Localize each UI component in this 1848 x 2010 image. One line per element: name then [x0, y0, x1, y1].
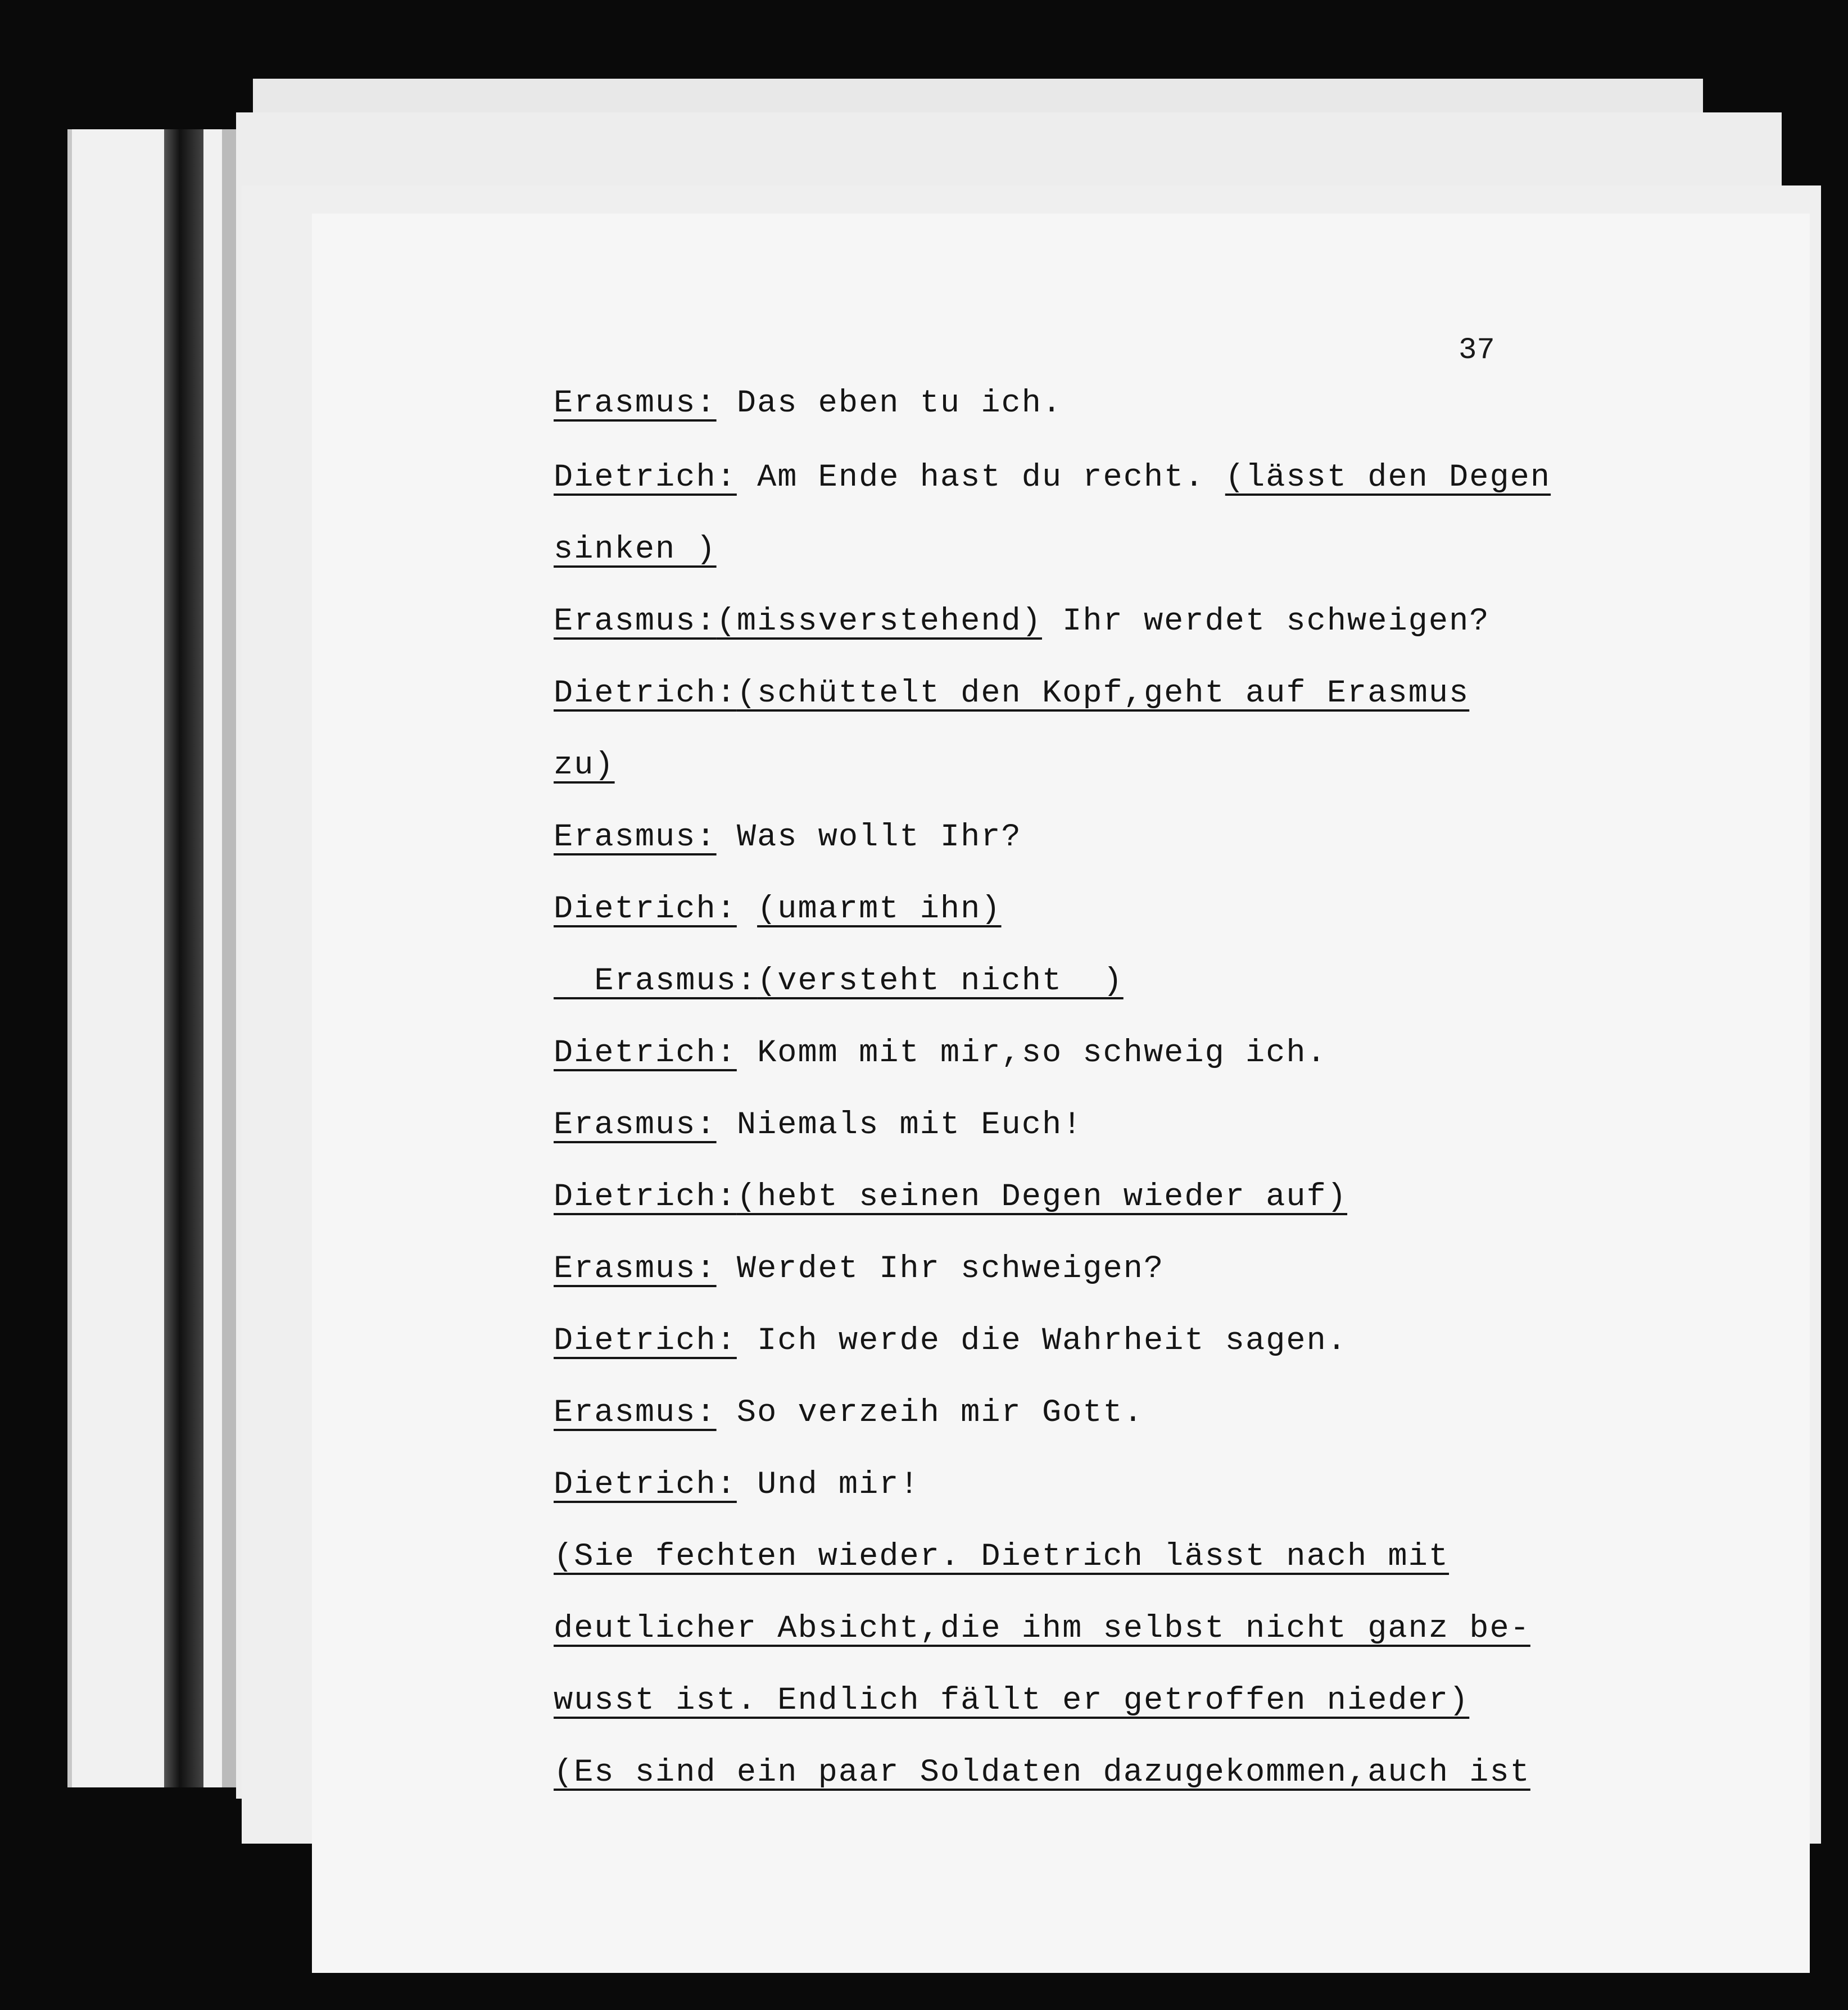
script-line [554, 1613, 1530, 1645]
dialogue-text: Ihr werdet schweigen? [1041, 604, 1490, 640]
speaker-name: Erasmus: [554, 1107, 717, 1143]
speaker-name: Erasmus: [554, 604, 717, 640]
stage-direction: zu) [554, 748, 615, 784]
script-line [554, 1757, 1530, 1789]
script-line [554, 1685, 1469, 1717]
script-line [554, 822, 1022, 854]
sheet-edge [67, 129, 72, 1787]
dialogue-text: Niemals mit Euch! [716, 1107, 1083, 1143]
dialogue-text: Das eben tu ich. [716, 386, 1063, 422]
speaker-name: Erasmus: [554, 386, 717, 422]
stage-direction: sinken ) [554, 532, 717, 568]
script-line [554, 1325, 1347, 1357]
script-line [554, 750, 615, 782]
speaker-name: Erasmus: [554, 1395, 717, 1431]
script-line [554, 1035, 1327, 1071]
speaker-name: Erasmus: [554, 963, 758, 999]
stage-direction: wusst ist. Endlich fällt er getroffen nieder) [554, 1683, 1470, 1719]
script-line [554, 678, 1469, 710]
dialogue-text [737, 891, 757, 927]
speaker-name: Dietrich: [554, 891, 737, 927]
stage-direction: (versteht nicht ) [757, 963, 1124, 999]
stage-direction: deutlicher Absicht,die ihm selbst nicht ganz be- [554, 1611, 1530, 1647]
speaker-name: Erasmus: [554, 820, 717, 855]
stage-direction: (Sie fechten wieder. Dietrich lässt nach mit [554, 1539, 1450, 1575]
binding-shadow [164, 129, 203, 1787]
stage-direction: (lässt den Degen [1225, 460, 1551, 496]
stage-direction: (hebt seinen Degen wieder auf) [736, 1179, 1348, 1215]
script-line [554, 1397, 1144, 1429]
speaker-name: Dietrich: [554, 1179, 737, 1215]
dialogue-text: Ich werde die Wahrheit sagen. [736, 1323, 1348, 1359]
dialogue-text: Komm mit mir,so schweig ich. [736, 1035, 1327, 1071]
stage-direction: (missverstehend) [716, 604, 1042, 640]
script-line [554, 1253, 1164, 1285]
speaker-name: Dietrich: [554, 1323, 737, 1359]
speaker-name: Dietrich: [554, 1467, 737, 1503]
speaker-name: Dietrich: [554, 676, 737, 712]
dialogue-text: Am Ende hast du recht. [736, 460, 1225, 496]
speaker-name: Erasmus: [554, 1251, 717, 1287]
speaker-name: Dietrich: [554, 460, 737, 496]
script-line [554, 606, 1489, 638]
script-line [554, 1469, 920, 1501]
script-line [554, 891, 1002, 927]
dialogue-text: Werdet Ihr schweigen? [716, 1251, 1165, 1287]
page-number: 37 [1459, 333, 1495, 368]
dialogue-text: Und mir! [736, 1467, 920, 1503]
stage-direction: (schüttelt den Kopf,geht auf Erasmus [736, 676, 1470, 712]
script-line [554, 388, 1062, 420]
dialogue-text: Was wollt Ihr? [716, 820, 1022, 855]
script-line [554, 534, 717, 566]
stage-direction: (Es sind ein paar Soldaten dazugekommen,auch ist [554, 1755, 1530, 1791]
script-line [554, 1541, 1449, 1573]
speaker-name: Dietrich: [554, 1035, 737, 1071]
binding-shadow [222, 129, 236, 1787]
script-line [554, 1181, 1347, 1214]
dialogue-text: So verzeih mir Gott. [716, 1395, 1144, 1431]
script-line [554, 1107, 1083, 1143]
stage-direction: (umarmt ihn) [757, 891, 1002, 927]
script-line [554, 462, 1551, 494]
back-sheet [67, 129, 236, 1787]
script-line [554, 963, 1124, 999]
